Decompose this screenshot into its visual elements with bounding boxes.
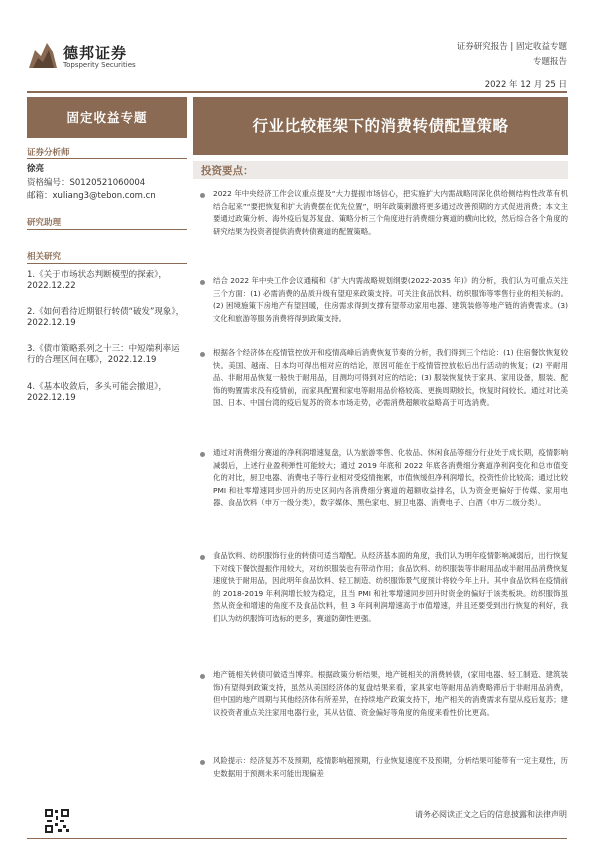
bullet-icon	[200, 674, 205, 679]
bullet-icon	[200, 352, 205, 357]
section-banner: 固定收益专题	[27, 97, 187, 138]
analyst-heading-rule	[27, 158, 187, 159]
qr-code-icon	[44, 808, 70, 834]
company-logo	[27, 40, 139, 72]
header-divider	[27, 91, 567, 93]
logo-mark-icon	[27, 40, 59, 70]
analyst-heading: 证券分析师	[27, 148, 70, 158]
report-date: 2022 年 12 月 25 日	[484, 80, 567, 90]
key-point-paragraph: 根据各个经济体在疫情管控放开和疫情高峰后消费恢复节奏的分析，我们得到三个结论：(1) 住宿餐饮恢复较快。美国、越南、日本均可得出相对应的结论，原因可能在于疫情管控放松后出行活动的恢复；(2) 平耐用品、非耐用品恢复一般快于耐用品，目测均可得到对应的结论；(3) 服装恢复快于家具、家用设备，服装、配饰的购置需求没有疫情前，而家具配置和家电等耐用品价格较高、更换周期较长，恢复时间较长。通过对比美国、日本、中国台湾的疫后复苏的资本市场走势，必需消费超额收益略高于可选消费。	[213, 348, 568, 408]
footer-disclaimer: 请务必阅读正文之后的信息披露和法律声明	[415, 810, 567, 819]
key-point-paragraph: 地产链相关转债可做适当博弈。根据政策分析结果，地产链相关的消费转债，(家用电器、轻工制造、建筑装饰)有望得到政策支持，虽然从美国经济体的复盘结果来看，家具家电等耐用品消费略滞后于非耐用品消费，但中国的地产周期与其他经济体有所差异，在持续地产政策支持下，地产相关的消费需求有望从疫后复苏；建议投资者重点关注家用电器行业，其从估值、资金偏好等角度的角度来看性价比更高。	[213, 670, 568, 717]
key-point-paragraph: 通过对消费细分赛道的净利润增速复盘，认为旅游零售、化妆品、休闲食品等细分行业处于成长期，疫情影响减弱后，上述行业盈利弹性可能较大；通过 2019 年底和 2022 年底各消费细分赛道净利润变化和总市值变化的对比，厨卫电器、消费电子等行业相对受疫情拖累，市值恢缓但净利润增长，投资性价比较高；通过比较 PMI 和社零增速同步回升的历史区间内各消费细分赛道的超额收益排名，认为资金更偏好于传媒、家用电器、食品饮料（申万一级分类），数字媒体、黑色家电、厨卫电器、消费电子、白酒（申万二级分类）。	[213, 448, 568, 508]
related-heading: 相关研究	[27, 252, 62, 262]
report-title: 行业比较框架下的消费转债配置策略	[193, 97, 568, 155]
risk-warning-paragraph: 风险提示：经济复苏不及预期，疫情影响超预期，行业恢复速度不及预期，分析结果可能带有一定主观性，历史数据用于预测未来可能出现偏差	[213, 756, 568, 778]
footer-divider	[27, 838, 567, 839]
report-category: 证券研究报告 | 固定收益专题	[456, 42, 567, 52]
bullet-icon	[200, 280, 205, 285]
key-points-title: 投资要点：	[201, 165, 254, 177]
report-type: 专题报告	[532, 57, 567, 67]
analyst-email: 邮箱：xuliang3@tebon.com.cn	[27, 191, 156, 201]
analyst-license: 资格编号：S0120521060004	[27, 178, 146, 188]
related-item[interactable]: 4.《基本收敛后，多头可能会撤退》，2022.12.19	[27, 382, 167, 403]
logo-text-cn: 德邦证券	[63, 44, 128, 62]
key-point-paragraph: 食品饮料、纺织服饰行业的转债可适当增配。从经济基本面的角度，我们认为明年疫情影响减弱后，出行恢复下对线下餐饮提振作用较大，对纺织服装也有带动作用；食品饮料、纺织服装等非耐用品或半耐用品消费恢复速度快于耐用品，因此明年食品饮料、轻工制造、纺织服饰景气度预计将较今年上升。其中食品饮料在疫情前的 2018-2019 年利润增长较为稳定，且当 PMI 和社零增速同步回升时资金的偏好于该类板块。纺织服饰虽然从资金和增速的角度不及食品饮料，但 3 年间利润增速高于市值增速，并且还要受到出行恢复的利好，我们认为纺织服饰可选标的更多，赛道防御性更强。	[213, 551, 568, 623]
related-heading-rule	[27, 263, 187, 264]
bullet-icon	[200, 555, 205, 560]
bullet-icon	[200, 452, 205, 457]
bullet-icon	[200, 193, 205, 198]
assistant-heading-rule	[27, 229, 187, 230]
related-item[interactable]: 1.《关于市场状态判断模型的探索》，2022.12.22	[27, 270, 167, 291]
analyst-name: 徐亮	[27, 164, 45, 174]
report-meta	[457, 40, 567, 93]
bullet-icon	[200, 760, 205, 765]
related-item[interactable]: 3.《债市策略系列之十三：中短端利率运行的合理区间在哪》，2022.12.19	[27, 344, 180, 365]
logo-text-en: Topsperity Securities	[63, 61, 136, 69]
assistant-heading: 研究助理	[27, 218, 62, 228]
key-point-paragraph: 2022 年中央经济工作会议重点提及“大力提振市场信心，把实施扩大内需战略同深化供给侧结构性改革有机结合起来”“要把恢复和扩大消费摆在优先位置”，明年政策刺激将更多通过改善预期的方式促进消费；本文主要通过政策分析、海外疫后复苏复盘、策略分析三个角度进行消费细分赛道的横向比较，然后综合各个角度的研究结果为投资者提供消费转债赛道的配置策略。	[213, 189, 568, 236]
related-item[interactable]: 2.《如何看待近期银行转债“破发”现象》，2022.12.19	[27, 307, 185, 328]
key-point-paragraph: 结合 2022 年中央工作会议通稿和《扩大内需战略规划纲要(2022-2035 年)》的分析，我们认为可重点关注三个方面：(1) 必需消费的品质升级有望迎来政策支持。可关注食品饮料、纺织服饰等零售行业的相关标的。(2) 困境施策下房地产有望回暖，住房需求得到支撑有望带动家用电器、建筑装修等地产链的消费需求。(3) 文化和旅游等服务消费将得到政策支持。	[213, 276, 568, 323]
